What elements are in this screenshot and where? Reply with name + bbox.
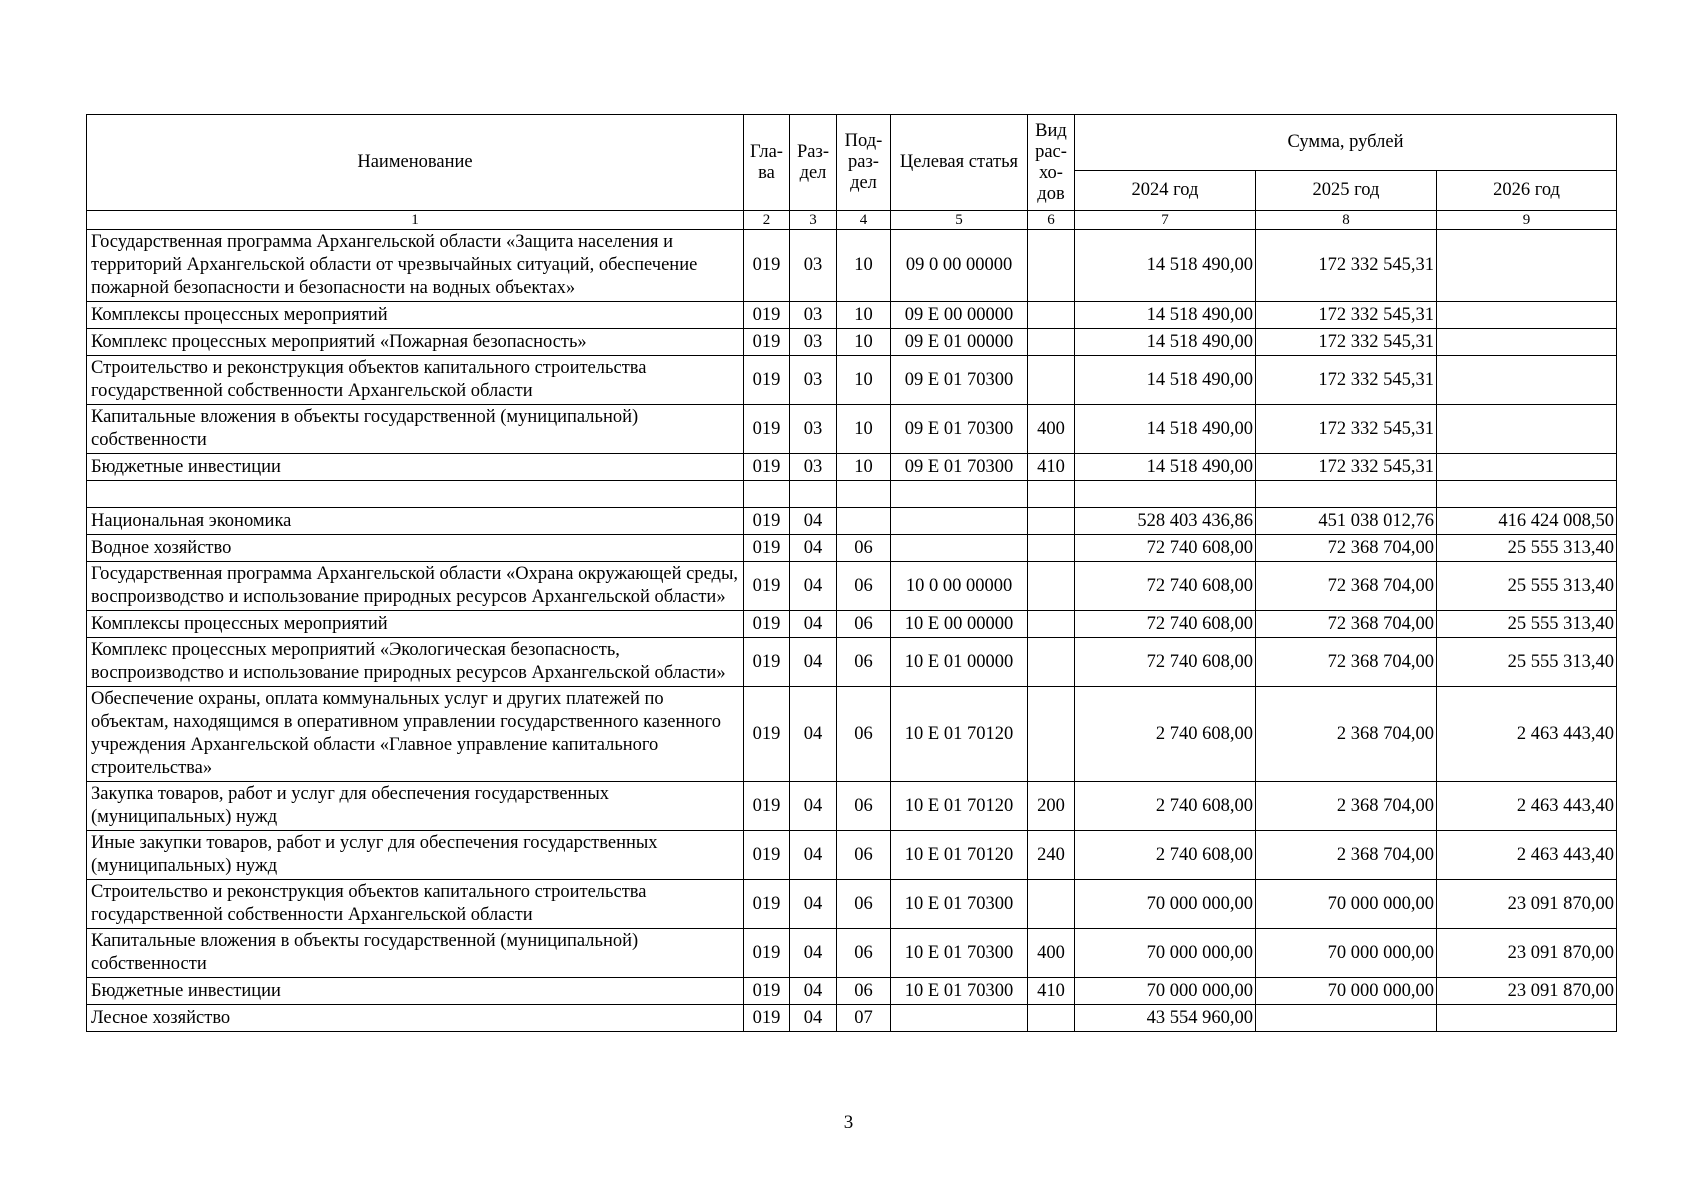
header-year-2025: 2025 год	[1256, 171, 1437, 211]
row-razdel: 04	[790, 562, 837, 611]
row-2024: 14 518 490,00	[1075, 329, 1256, 356]
row-2025: 72 368 704,00	[1256, 562, 1437, 611]
header-year-2026: 2026 год	[1437, 171, 1617, 211]
row-2026: 416 424 008,50	[1437, 508, 1617, 535]
row-2024: 2 740 608,00	[1075, 782, 1256, 831]
table-row	[87, 782, 1617, 831]
row-razdel: 03	[790, 302, 837, 329]
row-tselevaya: 10 Е 01 00000	[891, 638, 1028, 687]
row-razdel: 04	[790, 1005, 837, 1032]
column-number-row	[87, 211, 1617, 230]
row-tselevaya	[891, 1005, 1028, 1032]
row-podrazdel: 06	[837, 562, 891, 611]
row-2026: 25 555 313,40	[1437, 611, 1617, 638]
row-name: Закупка товаров, работ и услуг для обеспечения государственных (муниципальных) нужд	[87, 782, 744, 831]
row-2024: 72 740 608,00	[1075, 535, 1256, 562]
row-2026	[1437, 1005, 1617, 1032]
row-name: Иные закупки товаров, работ и услуг для обеспечения государственных (муниципальных) нужд	[87, 831, 744, 880]
row-name: Капитальные вложения в объекты государственной (муниципальной) собственности	[87, 405, 744, 454]
row-name: Комплексы процессных мероприятий	[87, 611, 744, 638]
column-number: 7	[1075, 211, 1256, 230]
table-body	[87, 230, 1617, 1032]
row-vid	[1028, 230, 1075, 302]
row-glava: 019	[744, 329, 790, 356]
row-2024: 72 740 608,00	[1075, 638, 1256, 687]
row-name: Бюджетные инвестиции	[87, 454, 744, 481]
column-number: 5	[891, 211, 1028, 230]
row-tselevaya: 09 Е 00 00000	[891, 302, 1028, 329]
row-2026	[1437, 405, 1617, 454]
row-2025: 451 038 012,76	[1256, 508, 1437, 535]
table-row	[87, 831, 1617, 880]
row-tselevaya: 10 Е 00 00000	[891, 611, 1028, 638]
row-podrazdel	[837, 508, 891, 535]
row-name: Комплекс процессных мероприятий «Пожарная безопасность»	[87, 329, 744, 356]
row-glava: 019	[744, 978, 790, 1005]
row-podrazdel: 06	[837, 782, 891, 831]
row-2024: 43 554 960,00	[1075, 1005, 1256, 1032]
row-razdel: 04	[790, 687, 837, 782]
row-vid	[1028, 356, 1075, 405]
row-glava: 019	[744, 929, 790, 978]
row-2026: 2 463 443,40	[1437, 687, 1617, 782]
column-number: 6	[1028, 211, 1075, 230]
row-vid: 410	[1028, 454, 1075, 481]
table-row	[87, 329, 1617, 356]
row-2026	[1437, 230, 1617, 302]
table-row	[87, 687, 1617, 782]
row-glava: 019	[744, 302, 790, 329]
row-podrazdel: 06	[837, 929, 891, 978]
row-2025: 70 000 000,00	[1256, 929, 1437, 978]
row-podrazdel: 10	[837, 405, 891, 454]
row-2024: 14 518 490,00	[1075, 454, 1256, 481]
table-row	[87, 508, 1617, 535]
row-2024: 528 403 436,86	[1075, 508, 1256, 535]
row-vid	[1028, 302, 1075, 329]
row-vid	[1028, 562, 1075, 611]
row-tselevaya: 10 Е 01 70300	[891, 880, 1028, 929]
row-2026: 23 091 870,00	[1437, 929, 1617, 978]
table-row	[87, 638, 1617, 687]
row-tselevaya	[891, 481, 1028, 508]
row-vid	[1028, 611, 1075, 638]
row-tselevaya: 10 Е 01 70300	[891, 929, 1028, 978]
row-glava: 019	[744, 562, 790, 611]
row-2025: 2 368 704,00	[1256, 782, 1437, 831]
row-name: Комплексы процессных мероприятий	[87, 302, 744, 329]
table-row	[87, 880, 1617, 929]
row-vid	[1028, 880, 1075, 929]
row-2025: 2 368 704,00	[1256, 831, 1437, 880]
row-name	[87, 481, 744, 508]
column-number: 2	[744, 211, 790, 230]
table-row	[87, 611, 1617, 638]
row-name: Строительство и реконструкция объектов капитального строительства государственной собственности Архангельской области	[87, 880, 744, 929]
row-razdel: 03	[790, 329, 837, 356]
row-2025	[1256, 1005, 1437, 1032]
row-2025	[1256, 481, 1437, 508]
row-tselevaya: 10 Е 01 70120	[891, 831, 1028, 880]
row-2026	[1437, 329, 1617, 356]
row-name: Государственная программа Архангельской области «Охрана окружающей среды, воспроизводство и использование природных ресурсов Архангельской области»	[87, 562, 744, 611]
row-razdel: 03	[790, 405, 837, 454]
row-vid	[1028, 638, 1075, 687]
row-razdel: 04	[790, 880, 837, 929]
row-razdel: 04	[790, 978, 837, 1005]
row-razdel: 04	[790, 782, 837, 831]
row-vid: 400	[1028, 929, 1075, 978]
row-glava: 019	[744, 508, 790, 535]
row-podrazdel: 06	[837, 611, 891, 638]
row-glava: 019	[744, 611, 790, 638]
row-glava: 019	[744, 880, 790, 929]
row-vid	[1028, 535, 1075, 562]
row-2026: 2 463 443,40	[1437, 831, 1617, 880]
row-glava	[744, 481, 790, 508]
table-row	[87, 454, 1617, 481]
row-name: Бюджетные инвестиции	[87, 978, 744, 1005]
row-glava: 019	[744, 535, 790, 562]
row-name: Комплекс процессных мероприятий «Экологическая безопасность, воспроизводство и использование природных ресурсов Архангельской области»	[87, 638, 744, 687]
row-podrazdel: 06	[837, 880, 891, 929]
row-podrazdel: 10	[837, 302, 891, 329]
row-2024	[1075, 481, 1256, 508]
header-vid: Вид рас- хо- дов	[1028, 115, 1075, 211]
row-2026: 23 091 870,00	[1437, 978, 1617, 1005]
row-vid	[1028, 329, 1075, 356]
row-2026: 25 555 313,40	[1437, 638, 1617, 687]
header-glava: Гла- ва	[744, 115, 790, 211]
row-glava: 019	[744, 831, 790, 880]
row-razdel: 04	[790, 831, 837, 880]
row-tselevaya: 09 0 00 00000	[891, 230, 1028, 302]
row-2024: 70 000 000,00	[1075, 880, 1256, 929]
page-number: 3	[843, 1112, 854, 1133]
row-2026	[1437, 454, 1617, 481]
header-name: Наименование	[87, 115, 744, 211]
table-row	[87, 978, 1617, 1005]
table-row	[87, 230, 1617, 302]
row-razdel: 04	[790, 611, 837, 638]
row-2024: 14 518 490,00	[1075, 405, 1256, 454]
row-podrazdel: 10	[837, 329, 891, 356]
empty-row	[87, 481, 1617, 508]
header-tselevaya: Целевая статья	[891, 115, 1028, 211]
row-glava: 019	[744, 687, 790, 782]
row-name: Государственная программа Архангельской области «Защита населения и территорий Архангельской области от чрезвычайных ситуаций, обеспечение пожарной безопасности и безопасности на водных объектах»	[87, 230, 744, 302]
row-vid: 240	[1028, 831, 1075, 880]
row-glava: 019	[744, 782, 790, 831]
budget-table	[86, 114, 1617, 1032]
row-vid	[1028, 687, 1075, 782]
table-row	[87, 302, 1617, 329]
row-glava: 019	[744, 356, 790, 405]
row-2025: 172 332 545,31	[1256, 454, 1437, 481]
row-podrazdel: 06	[837, 831, 891, 880]
row-glava: 019	[744, 230, 790, 302]
row-vid: 200	[1028, 782, 1075, 831]
table-row	[87, 1005, 1617, 1032]
row-2025: 172 332 545,31	[1256, 302, 1437, 329]
row-podrazdel: 10	[837, 230, 891, 302]
row-podrazdel: 10	[837, 356, 891, 405]
row-2024: 2 740 608,00	[1075, 831, 1256, 880]
row-vid: 410	[1028, 978, 1075, 1005]
row-2026: 2 463 443,40	[1437, 782, 1617, 831]
row-podrazdel: 06	[837, 978, 891, 1005]
row-razdel: 03	[790, 356, 837, 405]
column-number: 3	[790, 211, 837, 230]
row-vid	[1028, 1005, 1075, 1032]
column-number: 4	[837, 211, 891, 230]
row-tselevaya: 09 Е 01 70300	[891, 356, 1028, 405]
column-number: 1	[87, 211, 744, 230]
row-podrazdel: 06	[837, 638, 891, 687]
row-name: Строительство и реконструкция объектов капитального строительства государственной собственности Архангельской области	[87, 356, 744, 405]
row-2024: 2 740 608,00	[1075, 687, 1256, 782]
row-tselevaya: 10 Е 01 70120	[891, 687, 1028, 782]
row-name: Лесное хозяйство	[87, 1005, 744, 1032]
row-vid: 400	[1028, 405, 1075, 454]
row-podrazdel: 10	[837, 454, 891, 481]
row-2025: 2 368 704,00	[1256, 687, 1437, 782]
row-2025: 70 000 000,00	[1256, 978, 1437, 1005]
table-row	[87, 562, 1617, 611]
row-razdel: 04	[790, 638, 837, 687]
row-name: Обеспечение охраны, оплата коммунальных услуг и других платежей по объектам, находящимся в оперативном управлении государственного казенного учреждения Архангельской области «Главное управление капитального строительства»	[87, 687, 744, 782]
row-razdel: 03	[790, 230, 837, 302]
row-2025: 172 332 545,31	[1256, 329, 1437, 356]
row-razdel: 04	[790, 929, 837, 978]
row-2026: 23 091 870,00	[1437, 880, 1617, 929]
row-name: Водное хозяйство	[87, 535, 744, 562]
row-2026	[1437, 481, 1617, 508]
header-summa: Сумма, рублей	[1075, 115, 1617, 171]
row-2026: 25 555 313,40	[1437, 562, 1617, 611]
row-razdel: 03	[790, 454, 837, 481]
row-tselevaya	[891, 535, 1028, 562]
row-name: Капитальные вложения в объекты государственной (муниципальной) собственности	[87, 929, 744, 978]
row-tselevaya	[891, 508, 1028, 535]
table-row	[87, 356, 1617, 405]
row-tselevaya: 09 Е 01 70300	[891, 405, 1028, 454]
row-name: Национальная экономика	[87, 508, 744, 535]
row-2025: 172 332 545,31	[1256, 405, 1437, 454]
row-2026	[1437, 302, 1617, 329]
row-2024: 14 518 490,00	[1075, 230, 1256, 302]
table-row	[87, 535, 1617, 562]
row-2024: 14 518 490,00	[1075, 356, 1256, 405]
row-2024: 14 518 490,00	[1075, 302, 1256, 329]
row-2025: 72 368 704,00	[1256, 611, 1437, 638]
header-year-2024: 2024 год	[1075, 171, 1256, 211]
row-tselevaya: 09 Е 01 70300	[891, 454, 1028, 481]
row-podrazdel: 07	[837, 1005, 891, 1032]
row-podrazdel: 06	[837, 687, 891, 782]
row-tselevaya: 09 Е 01 00000	[891, 329, 1028, 356]
header-podrazdel: Под- раз- дел	[837, 115, 891, 211]
row-2024: 72 740 608,00	[1075, 611, 1256, 638]
row-glava: 019	[744, 405, 790, 454]
row-glava: 019	[744, 454, 790, 481]
row-glava: 019	[744, 638, 790, 687]
row-podrazdel: 06	[837, 535, 891, 562]
row-2025: 72 368 704,00	[1256, 638, 1437, 687]
table-row	[87, 929, 1617, 978]
row-2024: 70 000 000,00	[1075, 978, 1256, 1005]
table-row	[87, 405, 1617, 454]
row-2025: 72 368 704,00	[1256, 535, 1437, 562]
row-glava: 019	[744, 1005, 790, 1032]
row-tselevaya: 10 Е 01 70300	[891, 978, 1028, 1005]
row-tselevaya: 10 0 00 00000	[891, 562, 1028, 611]
column-number: 8	[1256, 211, 1437, 230]
row-vid	[1028, 508, 1075, 535]
row-razdel	[790, 481, 837, 508]
row-2026	[1437, 356, 1617, 405]
row-2025: 172 332 545,31	[1256, 356, 1437, 405]
row-vid	[1028, 481, 1075, 508]
row-2026: 25 555 313,40	[1437, 535, 1617, 562]
row-razdel: 04	[790, 508, 837, 535]
row-2025: 172 332 545,31	[1256, 230, 1437, 302]
row-razdel: 04	[790, 535, 837, 562]
header-razdel: Раз- дел	[790, 115, 837, 211]
row-2024: 70 000 000,00	[1075, 929, 1256, 978]
row-tselevaya: 10 Е 01 70120	[891, 782, 1028, 831]
row-2025: 70 000 000,00	[1256, 880, 1437, 929]
row-podrazdel	[837, 481, 891, 508]
column-number: 9	[1437, 211, 1617, 230]
row-2024: 72 740 608,00	[1075, 562, 1256, 611]
